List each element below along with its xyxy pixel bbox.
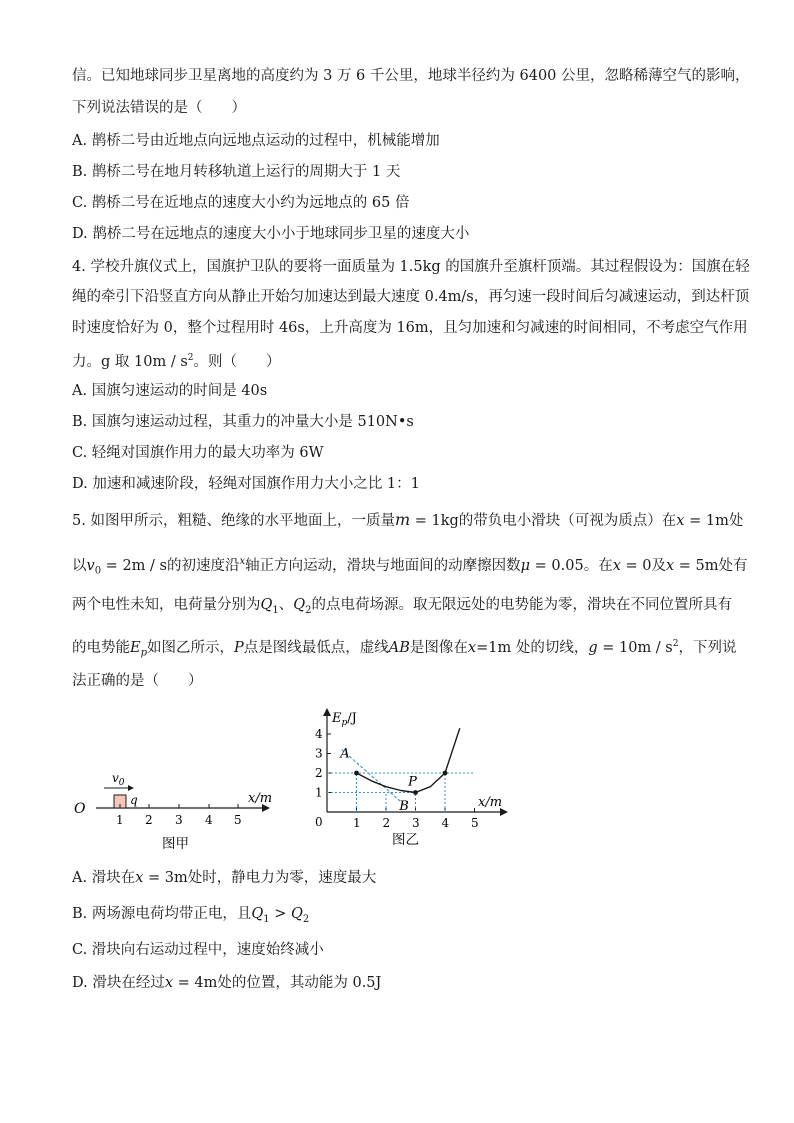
q5-stem-line-4: 的电势能$E_p$如图乙所示，P点是图线最低点，虚线AB是图像在x=1m 处的切线，$g = 10m / s^2$，下列说 [72,639,737,659]
q5-stem-line-1: 5. 如图甲所示，粗糙、绝缘的水平地面上，一质量m = 1kg的带负电小滑块（可视为质点）在x = 1m处 [72,510,744,529]
q3-stem-line-1: 信。已知地球同步卫星离地的高度约为 3 万 6 千公里，地球半径约为 6400 公里，忽略稀薄空气的影响， [72,68,750,84]
figure-b-y-tick-label-2: 2 [315,766,323,780]
figure-a-charge-label: q [130,793,138,807]
q3-stem-line-2: 下列说法错误的是（ ） [72,100,246,116]
figure-b-point-2 [413,790,418,795]
figure-b-caption: 图乙 [392,832,419,848]
figure-b-marks [315,727,479,830]
figure-b-label-b: B [399,799,409,815]
q4-option-a: A. 国旗匀速运动的时间是 40s [72,383,268,399]
figure-a-tick-label-3: 3 [175,813,183,827]
figure-a-tick-label-4: 4 [205,813,213,827]
figure-b-tangent-ab [342,750,404,805]
figure-b-label-a: A [340,746,350,762]
velocity-arrow-head [128,785,134,791]
q4-stem-line-2: 绳的牵引下沿竖直方向从静止开始匀加速达到最大速度 0.4m/s，再匀速一段时间后匀减速运动，到达杆顶 [72,289,750,305]
q4-option-c: C. 轻绳对国旗作用力的最大功率为 6W [72,445,324,461]
q5-option-d: D. 滑块在经过x = 4m处的位置，其动能为 0.5J [72,975,382,991]
figure-b-y-axis-arrow [323,708,331,716]
q4-option-d: D. 加速和减速阶段，轻绳对国旗作用力大小之比 1：1 [72,476,420,492]
q5-option-b: B. 两场源电荷均带正电，且$Q_1 > Q_2$ [72,906,310,925]
figure-b-y-tick-label-1: 1 [315,785,323,800]
figure-b-x-tick-label-3: 3 [412,816,420,830]
q5-stem-line-3: 两个电性未知，电荷量分别为$Q_1$、$Q_2$的点电荷场源。取无限远处的电势能为零，滑块在不同位置所具有 [72,597,733,616]
figure-b-y-tick-label-3: 3 [315,746,323,761]
q4-option-b: B. 国旗匀速运动过程，其重力的冲量大小是 510N•s [72,414,414,430]
figure-a-tick-label-5: 5 [234,813,242,827]
q3-option-d: D. 鹊桥二号在远地点的速度大小小于地球同步卫星的速度大小 [72,226,470,242]
figure-a-velocity-label: $v_0$ [112,771,125,788]
q4-stem-line-3: 时速度恰好为 0，整个过程用时 46s，上升高度为 16m，且匀加速和匀减速的时间相同，不考虑空气作用 [72,320,748,336]
figure-a-tick-label-2: 2 [145,813,153,827]
figure-a-origin: O [74,801,86,817]
figure-b-point-3 [443,771,448,776]
figure-b-point-1 [354,771,359,776]
figure-a-caption: 图甲 [162,836,189,852]
figure-b-y-axis-label: $E_p/J$ [332,711,357,728]
figure-a [66,768,286,858]
q3-option-c: C. 鹊桥二号在近地点的速度大小约为远地点的 65 倍 [72,195,410,211]
figure-b-label-p: P [408,774,417,790]
figure-b-x-tick-label-4: 4 [441,816,450,830]
q4-stem-line-4: 力。g 取 $10m / s^2$。则（ ） [72,353,281,370]
figure-b-origin: 0 [315,815,323,829]
figure-a-axis-label: x/m [248,791,273,806]
figure-b-x-tick-label-5: 5 [471,816,479,830]
q5-stem-line-2: 以$v_0 = 2m / s$的初速度沿$^x$轴正方向运动，滑块与地面间的动摩擦因数μ = 0.05。在x = 0及x = 5m处有 [72,556,748,577]
q4-stem-line-1: 4. 学校升旗仪式上，国旗护卫队的要将一面质量为 1.5kg 的国旗升至旗杆顶端。其过程假设为：国旗在轻 [72,259,750,275]
q3-option-a: A. 鹊桥二号由近地点向远地点运动的过程中，机械能增加 [72,133,440,149]
figure-b-chart [300,700,530,850]
figure-b-y-tick-label-4: 4 [315,727,323,741]
q5-stem-line-5: 法正确的是（ ） [72,673,203,689]
figure-a-tick-label-1: 1 [116,813,124,827]
figure-b-x-tick-label-1: 1 [353,816,361,830]
q5-option-c: C. 滑块向右运动过程中，速度始终减小 [72,942,324,958]
figure-b-x-axis-label: x/m [478,795,503,810]
q3-option-b: B. 鹊桥二号在地月转移轨道上运行的周期大于 1 天 [72,164,401,180]
figure-b-x-tick-label-2: 2 [382,816,391,830]
q5-option-a: A. 滑块在x = 3m处时，静电力为零，速度最大 [72,870,377,886]
